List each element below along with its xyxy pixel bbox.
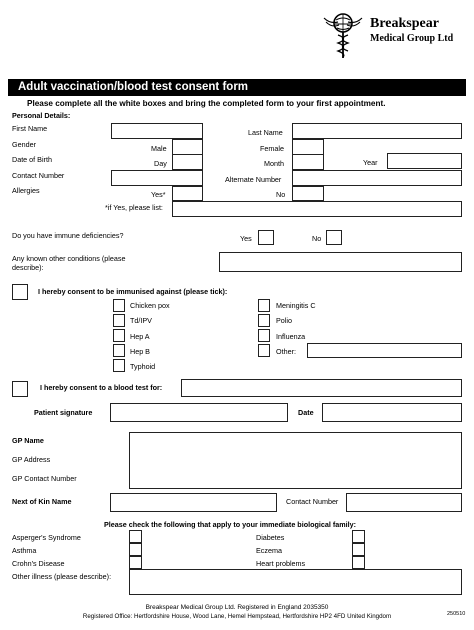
alternate-number-field[interactable] xyxy=(292,170,462,186)
chicken-pox-checkbox[interactable] xyxy=(113,299,125,312)
heart-problems-label: Heart problems xyxy=(256,559,306,568)
female-label: Female xyxy=(260,144,284,153)
kin-contact-label: Contact Number xyxy=(286,497,339,506)
gp-address-label: GP Address xyxy=(12,455,51,464)
other-conditions-label-2: describe): xyxy=(12,263,44,272)
blood-test-consent-label: I hereby consent to a blood test for: xyxy=(40,383,163,392)
patient-signature-label: Patient signature xyxy=(34,408,93,417)
influenza-label: Influenza xyxy=(276,332,306,341)
aspergers-label: Asperger's Syndrome xyxy=(12,533,81,542)
day-label: Day xyxy=(154,159,167,168)
crohns-checkbox[interactable] xyxy=(129,556,142,569)
last-name-field[interactable] xyxy=(292,123,462,139)
next-of-kin-label: Next of Kin Name xyxy=(12,497,72,506)
immune-yes-label: Yes xyxy=(240,234,252,243)
polio-label: Polio xyxy=(276,316,292,325)
allergies-yes-checkbox[interactable] xyxy=(172,186,203,201)
allergies-no-checkbox[interactable] xyxy=(292,186,324,201)
patient-signature-field[interactable] xyxy=(110,403,288,422)
next-of-kin-field[interactable] xyxy=(110,493,277,512)
td-ipv-label: Td/IPV xyxy=(130,316,152,325)
typhoid-checkbox[interactable] xyxy=(113,359,125,372)
last-name-label: Last Name xyxy=(248,128,283,137)
allergies-yes-label: Yes* xyxy=(151,190,166,199)
influenza-checkbox[interactable] xyxy=(258,329,270,342)
immune-no-label: No xyxy=(312,234,322,243)
contact-number-label: Contact Number xyxy=(12,171,65,180)
footer-form-code: 250510 xyxy=(447,611,466,617)
gp-name-label: GP Name xyxy=(12,436,44,445)
alternate-number-label: Alternate Number xyxy=(225,175,282,184)
aspergers-checkbox[interactable] xyxy=(129,530,142,543)
meningitis-c-label: Meningitis C xyxy=(276,301,316,310)
first-name-field[interactable] xyxy=(111,123,203,139)
male-checkbox[interactable] xyxy=(172,139,203,155)
other-vaccine-label: Other: xyxy=(276,347,296,356)
asthma-checkbox[interactable] xyxy=(129,543,142,556)
immunise-consent-label: I hereby consent to be immunised against (please tick): xyxy=(38,287,228,296)
hep-a-checkbox[interactable] xyxy=(113,329,125,342)
asthma-label: Asthma xyxy=(12,546,37,555)
first-name-label: First Name xyxy=(12,124,48,133)
brand-name: Breakspear xyxy=(370,16,439,31)
brand-subtitle: Medical Group Ltd xyxy=(370,33,454,44)
hep-a-label: Hep A xyxy=(130,332,150,341)
polio-checkbox[interactable] xyxy=(258,314,270,327)
gp-contact-label: GP Contact Number xyxy=(12,474,77,483)
family-heading: Please check the following that apply to your immediate biological family: xyxy=(104,520,357,529)
hep-b-label: Hep B xyxy=(130,347,150,356)
eczema-checkbox[interactable] xyxy=(352,543,365,556)
hep-b-checkbox[interactable] xyxy=(113,344,125,357)
other-illness-field[interactable] xyxy=(129,569,462,595)
female-checkbox[interactable] xyxy=(292,139,324,155)
typhoid-label: Typhoid xyxy=(130,362,156,371)
immune-yes-checkbox[interactable] xyxy=(258,230,274,245)
kin-contact-field[interactable] xyxy=(346,493,462,512)
other-conditions-field[interactable] xyxy=(219,252,462,272)
form-title: Adult vaccination/blood test consent form xyxy=(18,81,249,93)
year-label: Year xyxy=(363,158,378,167)
immune-question: Do you have immune deficiencies? xyxy=(12,231,124,240)
diabetes-label: Diabetes xyxy=(256,533,285,542)
allergies-list-label: *if Yes, please list: xyxy=(105,203,163,212)
allergies-no-label: No xyxy=(276,190,286,199)
allergies-list-field[interactable] xyxy=(172,201,462,217)
other-vaccine-field[interactable] xyxy=(307,343,462,358)
caduceus-globe-icon xyxy=(318,10,368,60)
gender-label: Gender xyxy=(12,140,36,149)
dob-day-field[interactable] xyxy=(172,154,203,170)
meningitis-c-checkbox[interactable] xyxy=(258,299,270,312)
td-ipv-checkbox[interactable] xyxy=(113,314,125,327)
blood-test-consent-checkbox[interactable] xyxy=(12,381,28,397)
immune-no-checkbox[interactable] xyxy=(326,230,342,245)
dob-label: Date of Birth xyxy=(12,155,52,164)
crohns-label: Crohn's Disease xyxy=(12,559,65,568)
footer-registration: Breakspear Medical Group Ltd. Registered in England 2035350 xyxy=(145,604,329,611)
form-instruction: Please complete all the white boxes and bring the completed form to your first appointment. xyxy=(27,99,386,108)
dob-month-field[interactable] xyxy=(292,154,324,170)
heart-problems-checkbox[interactable] xyxy=(352,556,365,569)
contact-number-field[interactable] xyxy=(111,170,203,186)
blood-test-field[interactable] xyxy=(181,379,462,397)
other-conditions-label-1: Any known other conditions (please xyxy=(12,254,126,263)
chicken-pox-label: Chicken pox xyxy=(130,301,170,310)
allergies-label: Allergies xyxy=(12,186,40,195)
footer-registered-office: Registered Office: Hertfordshire House, Wood Lane, Hemel Hempstead, Hertfordshire HP2 4FD United Kingdom xyxy=(82,613,392,620)
month-label: Month xyxy=(264,159,284,168)
other-illness-label: Other illness (please describe): xyxy=(12,572,112,581)
gp-details-box[interactable] xyxy=(129,432,462,489)
other-vaccine-checkbox[interactable] xyxy=(258,344,270,357)
male-label: Male xyxy=(151,144,167,153)
date-label: Date xyxy=(298,408,314,417)
immunise-consent-checkbox[interactable] xyxy=(12,284,28,300)
eczema-label: Eczema xyxy=(256,546,282,555)
dob-year-field[interactable] xyxy=(387,153,462,169)
diabetes-checkbox[interactable] xyxy=(352,530,365,543)
date-field[interactable] xyxy=(322,403,462,422)
personal-details-heading: Personal Details: xyxy=(12,111,71,120)
